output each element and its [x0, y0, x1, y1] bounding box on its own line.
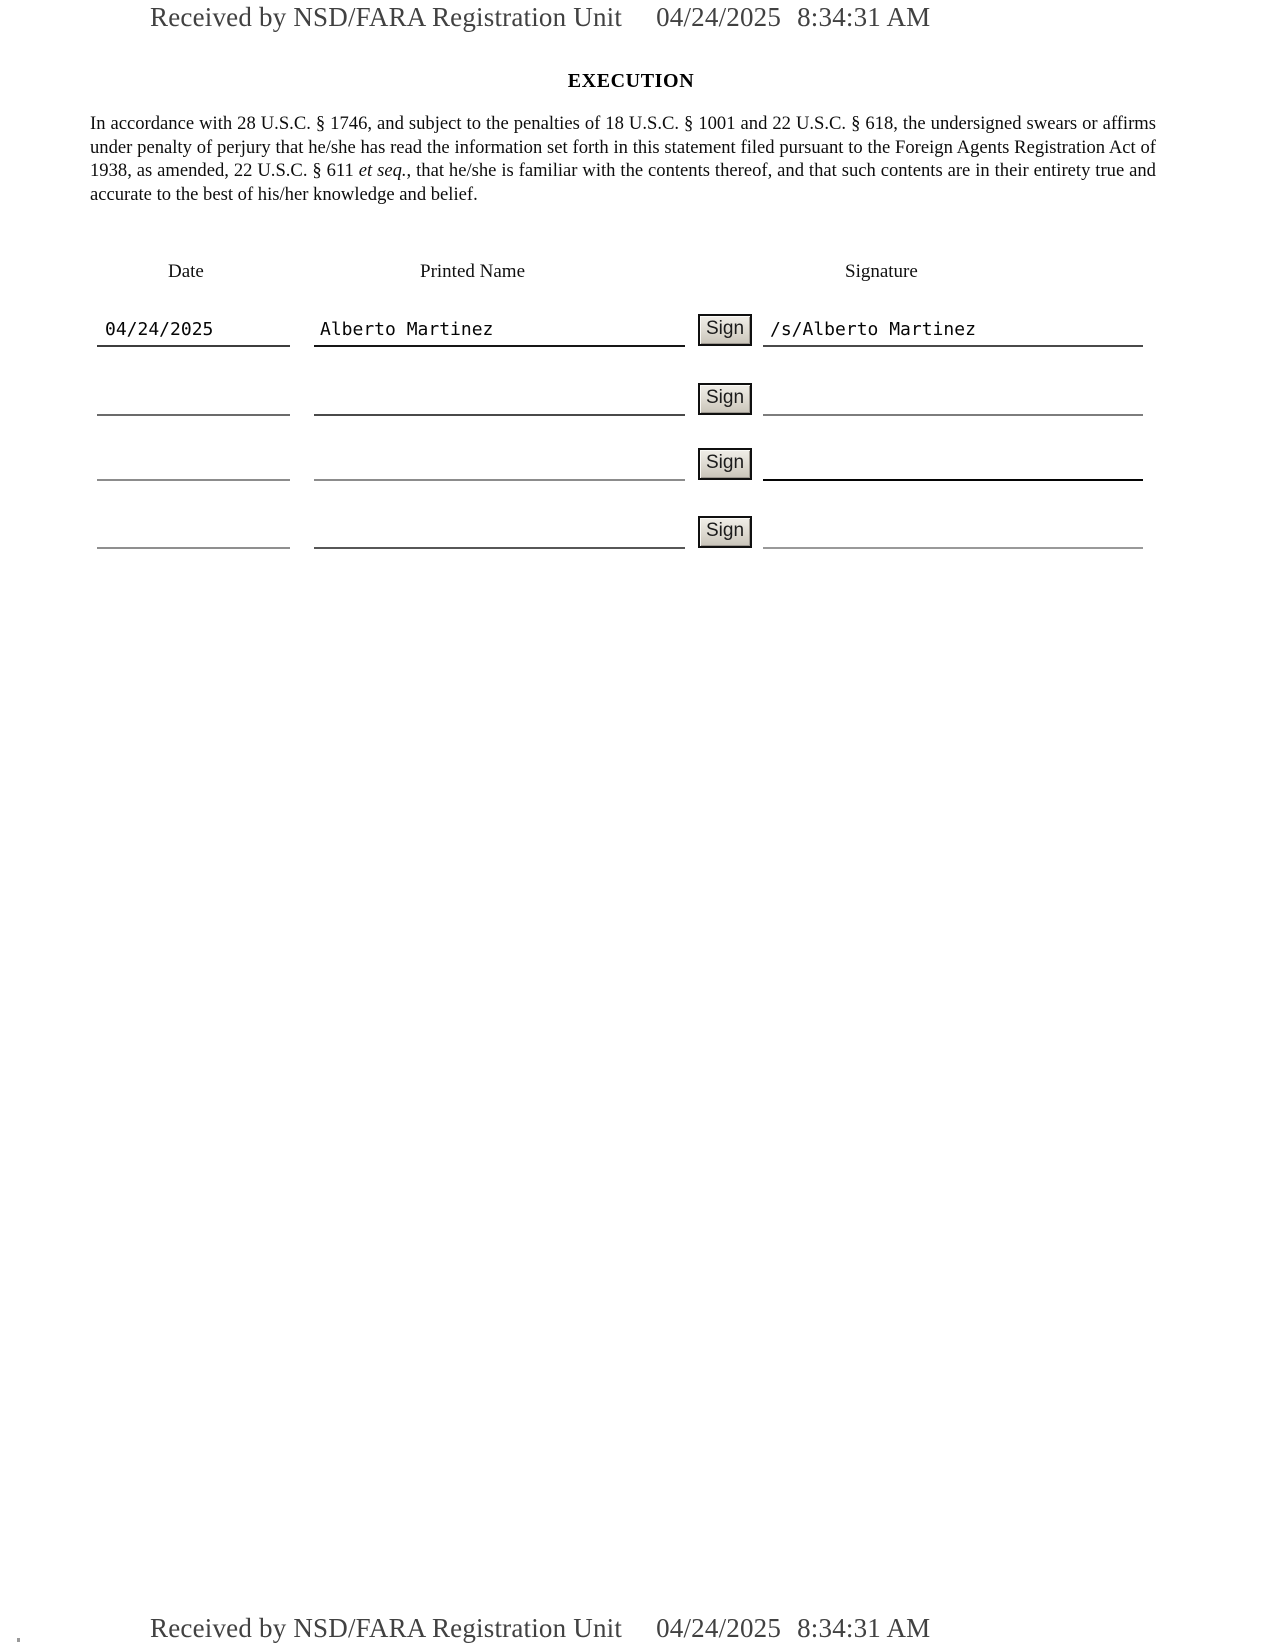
- signature-row: [0, 435, 1275, 481]
- legal-paragraph: [90, 112, 1156, 206]
- scan-artifact-dot: [17, 1638, 20, 1642]
- received-stamp-header: [150, 2, 930, 33]
- date-field[interactable]: [97, 370, 290, 416]
- printed-name-field[interactable]: [314, 370, 685, 416]
- column-header-printed-name: Printed Name: [420, 261, 526, 282]
- received-stamp-footer: [150, 1613, 930, 1644]
- signature-field[interactable]: [763, 503, 1143, 549]
- sign-button[interactable]: Sign: [698, 448, 752, 480]
- legal-text-latin: et seq.: [358, 160, 407, 181]
- signature-value: /s/Alberto Martinez: [770, 319, 976, 340]
- column-header-signature: Signature: [845, 261, 918, 282]
- printed-name-field[interactable]: [314, 435, 685, 481]
- legal-text-part: In accordance with 28 U.S.C. § 1746, and subject to the penalties of 18 U.S.C. § 1001 and 22 U.S.C. § 618, the undersigned swears or affirms under penalty of perjury that he/she has read the information set forth in this statement filed pursuant to the Foreign Agents Registration Act of 1938, as amended, 22 U.S.C. § 611: [90, 113, 1156, 181]
- sign-button[interactable]: Sign: [698, 383, 752, 415]
- date-field[interactable]: [97, 503, 290, 549]
- sign-button[interactable]: Sign: [698, 516, 752, 548]
- received-stamp-date: 04/24/2025: [656, 1613, 782, 1643]
- signature-field[interactable]: [763, 435, 1143, 481]
- received-stamp-label: Received by NSD/FARA Registration Unit: [150, 2, 623, 32]
- received-stamp-label: Received by NSD/FARA Registration Unit: [150, 1613, 623, 1643]
- legal-text-part: , that he/she is familiar with the contents thereof, and that such contents are in their entirety true and accurate to the best of his/her knowledge and belief.: [90, 160, 1156, 205]
- column-header-date: Date: [168, 261, 204, 282]
- page-title: EXECUTION: [567, 70, 695, 92]
- received-stamp-time: 8:34:31 AM: [797, 2, 931, 32]
- date-value: 04/24/2025: [105, 319, 214, 340]
- received-stamp-time: 8:34:31 AM: [797, 1613, 931, 1643]
- signature-row: [0, 370, 1275, 416]
- date-field[interactable]: [97, 435, 290, 481]
- signature-field[interactable]: [763, 370, 1143, 416]
- sign-button[interactable]: Sign: [698, 314, 752, 346]
- printed-name-value: Alberto Martinez: [320, 319, 494, 340]
- received-stamp-date: 04/24/2025: [656, 2, 782, 32]
- printed-name-field[interactable]: [314, 503, 685, 549]
- signature-row: [0, 503, 1275, 549]
- signature-row: [0, 301, 1275, 347]
